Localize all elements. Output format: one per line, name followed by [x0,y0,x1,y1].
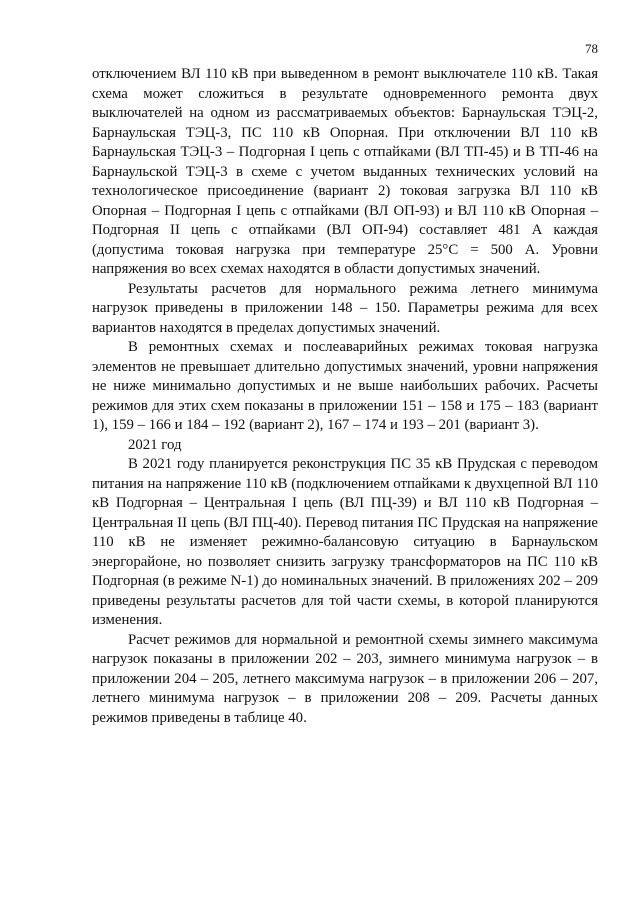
paragraph-summer-minimum-results: Результаты расчетов для нормального режима летнего минимума нагрузок приведены в приложении 148 – 150. Параметры режима для всех вариантов находятся в пределах допустимых значений. [92,280,598,336]
paragraph-reconstruction-2021: В 2021 году планируется реконструкция ПС 35 кВ Прудская с переводом питания на напряжение 110 кВ (подключением отпайками к двухцепной ВЛ 110 кВ Подгорная – Центральная I цепь (ВЛ ПЦ-39) и ВЛ 110 кВ Подгорная – Центральная II цепь (ВЛ ПЦ-40). Перевод питания ПС Прудская на напряжение 110 кВ не изменяет режимно-балансовую ситуацию в Барнаульском энергорайоне, но позволяет снизить загрузку трансформаторов на ПС 110 кВ Подгорная (в режиме N-1) до номинальных значений. В приложениях 202 – 209 приведены результаты расчетов для той части схемы, в которой планируются изменения. [92,456,598,628]
paragraph-repair-schemes: В ремонтных схемах и послеаварийных режимах токовая нагрузка элементов не превышает длительно допустимых значений, уровни напряжения не ниже минимально допустимых и не выше наибольших рабочих. Расчеты режимов для этих схем показаны в приложении 151 – 158 и 175 – 183 (вариант 1), 159 – 166 и 184 – 192 (вариант 2), 167 – 174 и 193 – 201 (вариант 3). [92,339,598,433]
paragraph-calculation-modes: Расчет режимов для нормальной и ремонтной схемы зимнего максимума нагрузок показаны в приложении 202 – 203, зимнего минимума нагрузок – в приложении 204 – 205, летнего максимума нагрузок – в приложении 206 – 207, летнего минимума нагрузок – в приложении 208 – 209. Расчеты данных режимов приведены в таблице 40. [92,631,598,726]
body-text [92,65,598,728]
section-heading-2021: 2021 год [128,436,182,453]
paragraph-continuation: отключением ВЛ 110 кВ при выведенном в ремонт выключателе 110 кВ. Такая схема может сложиться в результате одновременного ремонта двух выключателей на одном из рассматриваемых объектов: Барнаульская ТЭЦ-2, Барнаульская ТЭЦ-3, ПС 110 кВ Опорная. При отключении ВЛ 110 кВ Барнаульская ТЭЦ-3 – Подгорная I цепь с отпайками (ВЛ ТП-45) и В ТП-46 на Барнаульской ТЭЦ-3 в схеме с учетом выданных технических условий на технологическое присоединение (вариант 2) токовая загрузка ВЛ 110 кВ Опорная – Подгорная I цепь с отпайками (ВЛ ОП-93) и ВЛ 110 кВ Опорная – Подгорная II цепь с отпайками (ВЛ ОП-94) составляет 481 А каждая (допустима токовая нагрузка при температуре 25°С = 500 А. Уровни напряжения во всех схемах находятся в области допустимых значений. [92,66,598,277]
page-number: 78 [585,41,598,56]
